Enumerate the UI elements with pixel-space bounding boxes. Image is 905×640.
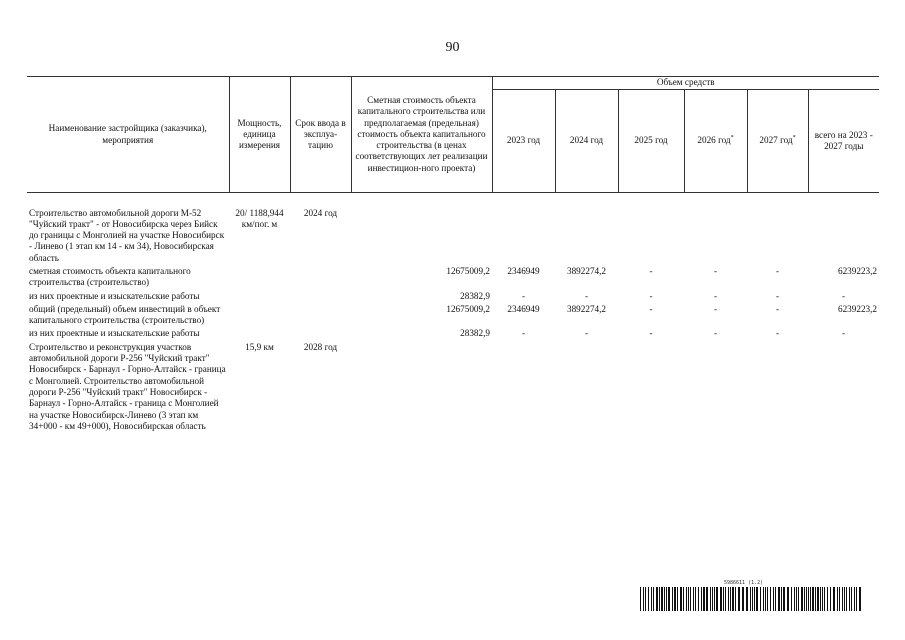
row-2024: 3892274,2 (566, 265, 607, 276)
row-2027: - (775, 303, 780, 314)
row-2027 (747, 341, 808, 433)
row-capacity (229, 327, 290, 340)
header-cost: Сметная стоимость объекта капитального строительства или предполагаемая (предельная) стоимость объекта капитального строительства (в ценах соответствующих лет реализации инвестицион-ного проекта) (351, 77, 492, 193)
row-2027 (747, 207, 808, 265)
table-row (27, 207, 879, 265)
row-2023 (492, 207, 555, 265)
row-name: общий (предельный) объем инвестиций в объект капитального строительства (строительство) (29, 303, 221, 326)
header-2027: 2027 год* (747, 90, 808, 193)
document-barcode (640, 580, 862, 612)
row-2023: 2346949 (507, 303, 540, 314)
table-body (27, 193, 879, 434)
row-name: из них проектные и изыскательские работы (29, 328, 200, 339)
table-row (27, 303, 879, 328)
row-term: 2024 год (303, 207, 338, 218)
row-total (808, 207, 879, 265)
row-2024: 3892274,2 (566, 303, 607, 314)
row-total: - (841, 290, 846, 301)
row-name: сметная стоимость объекта капитального строительства (строительство) (29, 265, 191, 288)
row-2023: 2346949 (507, 265, 540, 276)
row-2024: - (584, 290, 589, 301)
row-term (290, 303, 351, 328)
row-term (290, 327, 351, 340)
header-total: всего на 2023 - 2027 годы (808, 90, 879, 193)
row-2026: - (713, 303, 718, 314)
row-term (290, 290, 351, 303)
row-cost: 28382,9 (460, 290, 490, 301)
header-volume-group: Объем средств (492, 77, 879, 90)
row-name: Строительство и реконструкция участков автомобильной дороги Р-256 "Чуйский тракт" Новосибирск - Барнаул - Горно-Алтайск - граница с Монголией. Строительство автомобильной дороги Р-256 "Чуйский тракт" Новосибирск - Барнаул - Горно-Алтайск - граница с Монголией на участке Новосибирск-Линево (3 этап км 34+000 - км 49+000), Новосибирская область (29, 341, 226, 431)
header-capacity: Мощность, единица измерения (229, 77, 290, 193)
row-term: 2028 год (303, 341, 338, 352)
table-row (27, 290, 879, 303)
row-2027: - (775, 290, 780, 301)
barcode-icon (640, 587, 862, 611)
page-number: 90 (445, 40, 460, 55)
row-cost (351, 341, 492, 433)
row-2023 (492, 341, 555, 433)
row-2025: - (649, 265, 653, 276)
header-name: Наименование застройщика (заказчика), мероприятия (27, 77, 229, 193)
row-2026: - (713, 328, 718, 339)
row-capacity (229, 265, 290, 290)
row-capacity (229, 290, 290, 303)
row-2023: - (521, 328, 526, 339)
row-2023: - (521, 290, 526, 301)
row-2026 (684, 341, 747, 433)
table-row (27, 265, 879, 290)
row-cost: 12675009,2 (446, 303, 490, 314)
row-cost (351, 207, 492, 265)
header-2026: 2026 год* (684, 90, 747, 193)
header-2024: 2024 год (555, 90, 618, 193)
header-2023: 2023 год (492, 90, 555, 193)
row-2024 (555, 207, 618, 265)
row-capacity (229, 303, 290, 328)
row-total (808, 341, 879, 433)
row-2026: - (713, 290, 718, 301)
row-term (290, 265, 351, 290)
row-cost: 28382,9 (460, 328, 490, 339)
table-header (27, 77, 879, 193)
row-capacity: 15,9 км (245, 341, 274, 352)
row-2027: - (775, 328, 780, 339)
row-cost: 12675009,2 (446, 265, 490, 276)
barcode-number: 5986611 (1.2) (724, 580, 764, 586)
row-name: из них проектные и изыскательские работы (29, 290, 200, 301)
table-row (27, 341, 879, 433)
row-2025 (618, 341, 684, 433)
header-term: Срок ввода в эксплуа-тацию (290, 77, 351, 193)
row-2025: - (649, 290, 653, 301)
row-2026 (684, 207, 747, 265)
row-total: 6239223,2 (837, 265, 878, 276)
row-2025: - (649, 303, 653, 314)
row-2025: - (649, 328, 653, 339)
row-total: 6239223,2 (837, 303, 878, 314)
row-total: - (841, 328, 846, 339)
row-2025 (618, 207, 684, 265)
row-2024 (555, 341, 618, 433)
investment-table (27, 76, 879, 433)
row-2024: - (584, 328, 589, 339)
row-2026: - (713, 265, 718, 276)
row-2027: - (775, 265, 780, 276)
row-capacity: 20/ 1188,944 км/пог. м (235, 207, 284, 229)
header-2025: 2025 год (618, 90, 684, 193)
table-row (27, 327, 879, 340)
row-name: Строительство автомобильной дороги М-52 "Чуйский тракт" - от Новосибирска через Бийск до границы с Монголией на участке Новосибирск - Линево (1 этап км 14 - км 34), Новосибирская область (29, 207, 225, 263)
